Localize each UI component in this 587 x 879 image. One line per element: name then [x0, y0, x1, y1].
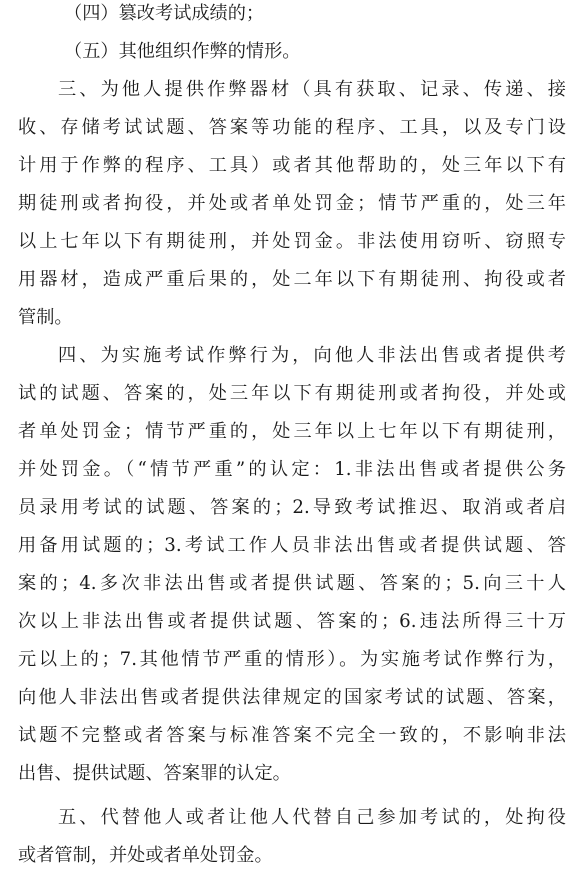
- paragraph-line: 计用于作弊的程序、工具）或者其他帮助的，处三年以下有: [18, 155, 566, 176]
- paragraph-line: 并处罚金。（“情节严重”的认定：1.非法出售或者提供公务: [18, 459, 566, 480]
- paragraph-line: 者单处罚金；情节严重的，处三年以上七年以下有期徒刑，: [18, 421, 566, 442]
- paragraph-line: 四、为实施考试作弊行为，向他人非法出售或者提供考: [58, 345, 566, 366]
- paragraph-line: 次以上非法出售或者提供试题、答案的；6.违法所得三十万: [18, 611, 566, 632]
- paragraph-line: 以上七年以下有期徒刑，并处罚金。非法使用窃听、窃照专: [18, 231, 566, 252]
- paragraph-line: 试的试题、答案的，处三年以下有期徒刑或者拘役，并处或: [18, 383, 566, 404]
- paragraph-line: 向他人非法出售或者提供法律规定的国家考试的试题、答案，: [18, 687, 566, 708]
- paragraph-line: 员录用考试的试题、答案的；2.导致考试推迟、取消或者启: [18, 497, 566, 518]
- item-four: （四）篡改考试成绩的；: [64, 3, 265, 24]
- paragraph-line: 案的；4.多次非法出售或者提供试题、答案的；5.向三十人: [18, 573, 566, 594]
- paragraph-line: 用备用试题的；3.考试工作人员非法出售或者提供试题、答: [18, 535, 566, 556]
- paragraph-line: 五、代替他人或者让他人代替自己参加考试的，处拘役: [58, 807, 566, 828]
- paragraph-line: 或者管制，并处或者单处罚金。: [18, 845, 273, 866]
- paragraph-line: 期徒刑或者拘役，并处或者单处罚金；情节严重的，处三年: [18, 193, 566, 214]
- paragraph-line: 收、存储考试试题、答案等功能的程序、工具，以及专门设: [18, 117, 566, 138]
- paragraph-line: 试题不完整或者答案与标准答案不完全一致的，不影响非法: [18, 725, 566, 746]
- paragraph-line: 用器材，造成严重后果的，处二年以下有期徒刑、拘役或者: [18, 269, 566, 290]
- paragraph-line: 管制。: [18, 307, 73, 328]
- paragraph-line: 出售、提供试题、答案罪的认定。: [18, 763, 291, 784]
- paragraph-line: 三、为他人提供作弊器材（具有获取、记录、传递、接: [58, 79, 566, 100]
- paragraph-line: 元以上的；7.其他情节严重的情形）。为实施考试作弊行为，: [18, 649, 566, 670]
- item-five: （五）其他组织作弊的情形。: [64, 41, 301, 62]
